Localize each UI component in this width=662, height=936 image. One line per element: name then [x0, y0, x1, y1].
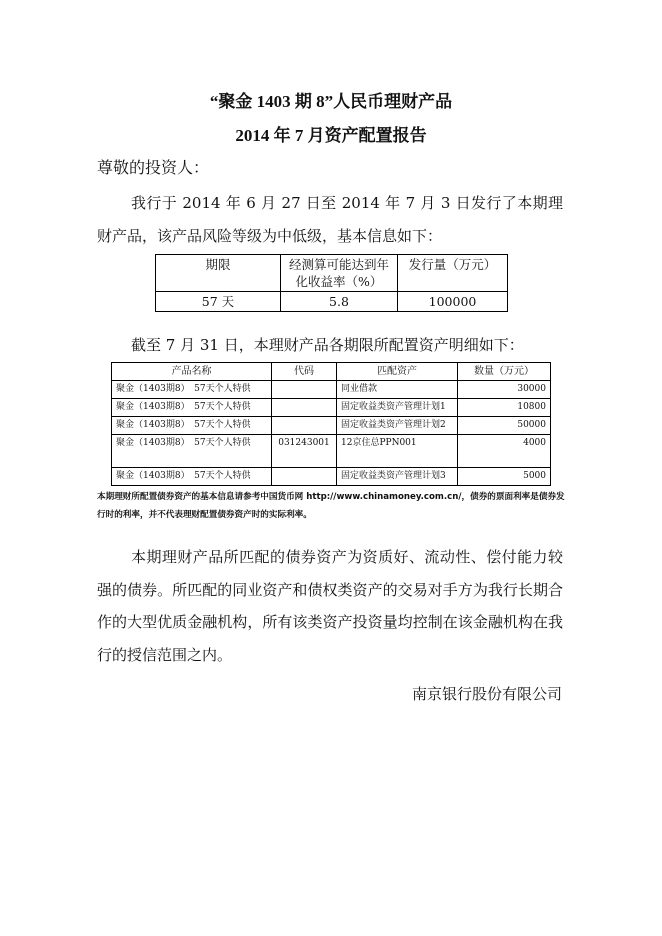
term-cell: 57 天 — [156, 292, 281, 312]
title-line-1: “聚金 1403 期 8”人民币理财产品 — [209, 92, 453, 111]
table-row — [112, 435, 551, 468]
product-name-cell: 聚金（1403期8） 57天个人特供 — [112, 399, 272, 417]
allocation-intro: 截至 7 月 31 日，本理财产品各期限所配置资产明细如下： — [131, 336, 524, 354]
volume-cell: 100000 — [398, 292, 508, 312]
code-cell: 031243001 — [272, 435, 337, 468]
asset-cell: 固定收益类资产管理计划3 — [337, 468, 458, 486]
amount-cell: 4000 — [458, 435, 551, 468]
header-cell: 经测算可能达到年化收益率（%） — [281, 255, 398, 292]
intro-paragraph: 我行于 2014 年 6 月 27 日至 2014 年 7 月 3 日发行了本期理财产品，该产品风险等级为中低级，基本信息如下： — [97, 194, 563, 245]
asset-cell: 同业借款 — [337, 381, 458, 399]
table-row — [112, 417, 551, 435]
allocation-table — [111, 362, 551, 486]
title-line-2: 2014 年 7 月资产配置报告 — [235, 126, 427, 145]
basic-info-table — [155, 254, 508, 312]
asset-cell: 固定收益类资产管理计划1 — [337, 399, 458, 417]
header-cell: 产品名称 — [112, 363, 272, 381]
amount-cell: 50000 — [458, 417, 551, 435]
amount-cell: 5000 — [458, 468, 551, 486]
product-name-cell: 聚金（1403期8） 57天个人特供 — [112, 417, 272, 435]
table-header-row — [156, 255, 508, 292]
header-cell: 代码 — [272, 363, 337, 381]
header-cell: 发行量（万元） — [398, 255, 508, 292]
table-row — [112, 381, 551, 399]
table-row — [112, 468, 551, 486]
asset-cell: 12京住总PPN001 — [337, 435, 458, 468]
header-cell: 期限 — [156, 255, 281, 292]
table-header-row — [112, 363, 551, 381]
product-name-cell: 聚金（1403期8） 57天个人特供 — [112, 381, 272, 399]
closing-paragraph: 本期理财产品所匹配的债券资产为资质好、流动性、偿付能力较强的债券。所匹配的同业资产和债权类资产的交易对手方为我行长期合作的大型优质金融机构，所有该类资产投资量均控制在该金融机构在我行的授信范围之内。 — [97, 548, 563, 664]
bond-info-note: 本期理财所配置债券资产的基本信息请参考中国货币网 http://www.chinamoney.com.cn/，债券的票面利率是债券发行时的利率，并不代表理财配置债券资产时的实际利率。 — [97, 492, 565, 520]
header-cell: 数量（万元） — [458, 363, 551, 381]
code-cell — [272, 417, 337, 435]
header-cell: 匹配资产 — [337, 363, 458, 381]
amount-cell: 10800 — [458, 399, 551, 417]
yield-cell: 5.8 — [281, 292, 398, 312]
amount-cell: 30000 — [458, 381, 551, 399]
product-name-cell: 聚金（1403期8） 57天个人特供 — [112, 435, 272, 468]
salutation: 尊敬的投资人： — [97, 158, 210, 177]
code-cell — [272, 468, 337, 486]
table-row — [112, 399, 551, 417]
product-name-cell: 聚金（1403期8） 57天个人特供 — [112, 468, 272, 486]
code-cell — [272, 399, 337, 417]
code-cell — [272, 381, 337, 399]
asset-cell: 固定收益类资产管理计划2 — [337, 417, 458, 435]
table-row — [156, 292, 508, 312]
signature: 南京银行股份有限公司 — [411, 685, 562, 703]
